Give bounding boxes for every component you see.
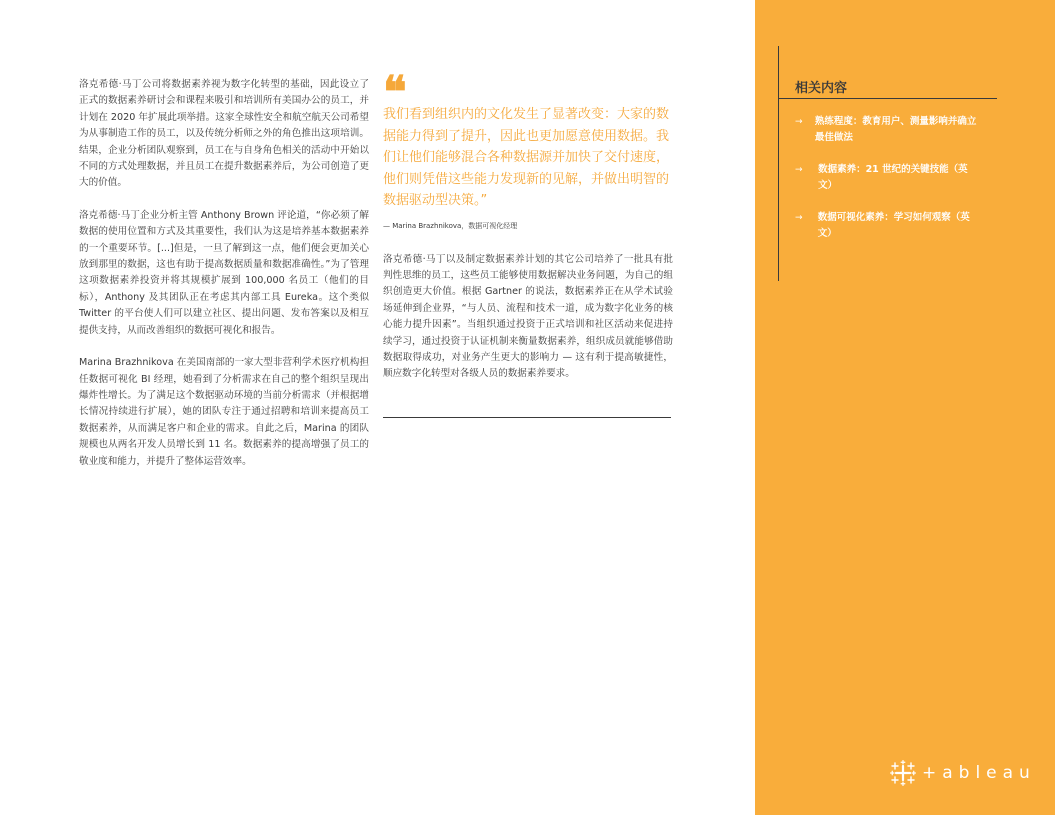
quote-attribution: — Marina Brazhnikova，数据可视化经理 [383, 221, 518, 230]
tableau-logo-icon [890, 760, 916, 786]
tableau-logo [890, 760, 1036, 786]
paragraph-lockheed-intro: 洛克希德·马丁公司将数据素养视为数字化转型的基础，因此设立了正式的数据素养研讨会和课程来吸引和培训所有美国办公的员工，并计划在 2020 年扩展此项举措。这家全球性安全和航空航天公司希望为从事制造工作的员工，以及传统分析师之外的角色推出这项培训。结果，企业分析团队观察到，员工在与自身角色相关的活动中开始以不同的方式处理数据，并且员工在提升数据素养后，为公司创造了更大的价值。 [79, 79, 369, 189]
arrow-right-icon: → [795, 213, 803, 223]
paragraph-gartner: 洛克希德·马丁以及制定数据素养计划的其它公司培养了一批具有批判性思维的员工，这些员工能够使用数据解决业务问题，为自己的组织创造更大价值。根据 Gartner 的说法，数据素养正在从学术试验场延伸到企业界，“与人员、流程和技术一道，成为数字化业务的核心能力提升因素”。当组织通过投资于正式培训和社区活动来促进持续学习，通过投资于认证机制来衡量数据素养，组织成员就能够借助数据取得成功，对业务产生更大的影响力 — 这有利于提高敏捷性，顺应数字化转型对各级人员的数据素养要求。 [383, 253, 673, 380]
related-link-label[interactable]: 数据可视化素养：学习如何观察（英文） [817, 212, 970, 239]
quote-mark-icon: ❝ [383, 67, 407, 118]
arrow-right-icon: → [795, 165, 803, 175]
sidebar-title: 相关内容 [795, 81, 848, 96]
related-link-proficiency[interactable] [795, 114, 980, 146]
pull-quote: 我们看到组织内的文化发生了显著改变：大家的数据能力得到了提升，因此也更加愿意使用数据。我们让他们能够混合各种数据源并加快了交付速度，他们则凭借这些能力发现新的见解，并做出明智的数据驱动型决策。” [383, 107, 670, 208]
related-link-label[interactable]: 熟练程度：教育用户、测量影响并确立最佳做法 [814, 116, 977, 143]
article-column-middle [383, 67, 673, 383]
paragraph-anthony-brown: 洛克希德·马丁企业分析主管 Anthony Brown 评论道，“你必须了解数据的使用位置和方式及其重要性，我们认为这是培养基本数据素养的一个重要环节。[...]但是，一旦了解到这一点，他们便会更加关心放到那里的数据，这也有助于提高数据质量和数据准确性。”为了管理这项数据素养投资并将其规模扩展到 100,000 名员工（他们的目标），Anthony 及其团队正在考虑其内部工具 Eureka。这个类似 Twitter 的平台使人们可以建立社区、提出问题、发布答案以及相互提供支持，从而改善组织的数据可视化和报告。 [79, 209, 369, 336]
sidebar-vertical-divider [778, 46, 779, 281]
sidebar-horizontal-divider [778, 98, 997, 99]
related-link-visualization-literacy[interactable] [795, 210, 980, 242]
related-link-label[interactable]: 数据素养：21 世纪的关键技能（英文） [818, 164, 968, 191]
paragraph-marina: Marina Brazhnikova 在美国南部的一家大型非营利学术医疗机构担任数据可视化 BI 经理，她看到了分析需求在自己的整个组织呈现出爆炸性增长。为了满足这个数据驱动环境的当前分析需求（并根据增长情况持续进行扩展），她的团队专注于通过招聘和培训来提高员工数据素养，从而满足客户和企业的需求。自此之后，Marina 的团队规模也从两名开发人员增长到 11 名。数据素养的提高增强了员工的敬业度和能力，并提升了整体运营效率。 [79, 357, 369, 467]
tableau-wordmark: +ableau [922, 763, 1036, 783]
related-link-data-literacy[interactable] [795, 162, 980, 194]
article-column-left [79, 77, 369, 486]
arrow-right-icon: → [795, 117, 803, 127]
section-divider [383, 417, 671, 418]
related-links-list [795, 114, 980, 258]
